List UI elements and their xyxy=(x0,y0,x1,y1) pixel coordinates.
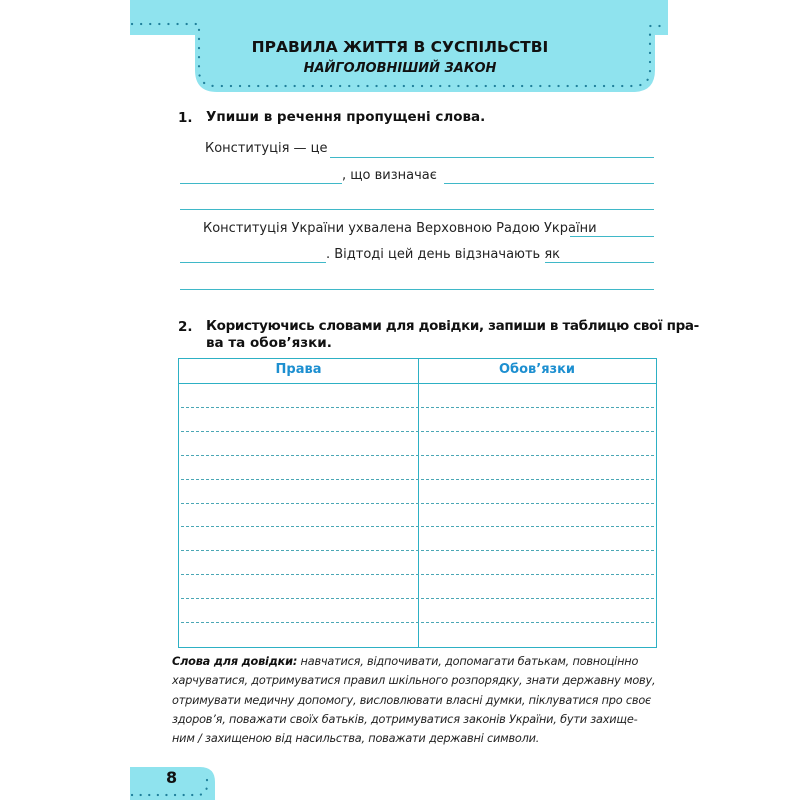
task1-instruction: Упиши в речення пропущені слова. xyxy=(206,109,486,125)
table-cell-duties[interactable] xyxy=(421,481,655,501)
table-row-line xyxy=(181,455,654,456)
task1-blank-5[interactable] xyxy=(570,236,654,237)
task2-instruction-line2: ва та обов’язки. xyxy=(206,335,332,351)
page-title: ПРАВИЛА ЖИТТЯ В СУСПІЛЬСТВІ xyxy=(251,38,549,56)
reference-label: Слова для довідки: xyxy=(172,655,298,668)
task1-blank-1[interactable] xyxy=(330,157,654,158)
table-cell-rights[interactable] xyxy=(181,505,415,525)
table-cell-rights[interactable] xyxy=(181,624,415,644)
column-header-duties: Обов’язки xyxy=(498,362,576,377)
table-row-line xyxy=(181,407,654,408)
task1-line5-text: . Відтоді цей день відзначають як xyxy=(326,247,561,262)
table-cell-duties[interactable] xyxy=(421,457,655,477)
table-cell-duties[interactable] xyxy=(421,600,655,620)
reference-text: навчатися, відпочивати, допомагати батькам, повноцінно харчуватися, дотримуватися правил шкільного розпорядку, знати державну мову, отримувати медичну допомогу, висловлювати власні думки, піклуватися про своє здоров’я, поважати своїх батьків, дотримуватися законів України, бути захище- ним / захищеною від насильства, поважати державні символи. xyxy=(172,655,656,746)
task1-line4-text: Конституція України ухвалена Верховною Радою України xyxy=(203,221,597,236)
task1-blank-4[interactable] xyxy=(180,209,654,210)
table-cell-rights[interactable] xyxy=(181,576,415,596)
table-cell-duties[interactable] xyxy=(421,385,655,405)
table-cell-duties[interactable] xyxy=(421,505,655,525)
rights-duties-table xyxy=(178,358,657,648)
table-cell-duties[interactable] xyxy=(421,409,655,429)
task1-blank-6[interactable] xyxy=(180,262,326,263)
table-cell-rights[interactable] xyxy=(181,433,415,453)
table-row-line xyxy=(181,598,654,599)
table-row-line xyxy=(181,479,654,480)
column-header-rights: Права xyxy=(275,362,322,377)
table-row-line xyxy=(181,622,654,623)
table-cell-duties[interactable] xyxy=(421,576,655,596)
table-cell-rights[interactable] xyxy=(181,481,415,501)
table-cell-rights[interactable] xyxy=(181,385,415,405)
table-row-line xyxy=(181,503,654,504)
task2-instruction-line1: Користуючись словами для довідки, запиши в таблицю свої пра- xyxy=(206,318,699,334)
task1-line1-text: Конституція — це xyxy=(205,141,328,156)
task1-blank-7[interactable] xyxy=(545,262,654,263)
page-number: 8 xyxy=(166,768,178,787)
task1-blank-2[interactable] xyxy=(180,183,342,184)
table-cell-rights[interactable] xyxy=(181,528,415,548)
task2-number: 2. xyxy=(178,319,193,335)
table-row-line xyxy=(181,526,654,527)
table-cell-duties[interactable] xyxy=(421,433,655,453)
table-cell-rights[interactable] xyxy=(181,409,415,429)
reference-words xyxy=(172,652,662,748)
page-number-tab xyxy=(0,760,260,800)
table-row-line xyxy=(181,431,654,432)
table-cell-rights[interactable] xyxy=(181,552,415,572)
table-row-line xyxy=(181,574,654,575)
table-cell-rights[interactable] xyxy=(181,457,415,477)
table-cell-duties[interactable] xyxy=(421,552,655,572)
table-cell-duties[interactable] xyxy=(421,528,655,548)
task1-line2-text: , що визначає xyxy=(342,168,437,183)
task1-blank-8[interactable] xyxy=(180,289,654,290)
header-divider xyxy=(179,383,656,384)
table-cell-duties[interactable] xyxy=(421,624,655,644)
table-cell-rights[interactable] xyxy=(181,600,415,620)
page-subtitle: НАЙГОЛОВНІШИЙ ЗАКОН xyxy=(303,61,497,76)
task1-blank-3[interactable] xyxy=(444,183,654,184)
task1-number: 1. xyxy=(178,110,193,126)
table-row-line xyxy=(181,550,654,551)
